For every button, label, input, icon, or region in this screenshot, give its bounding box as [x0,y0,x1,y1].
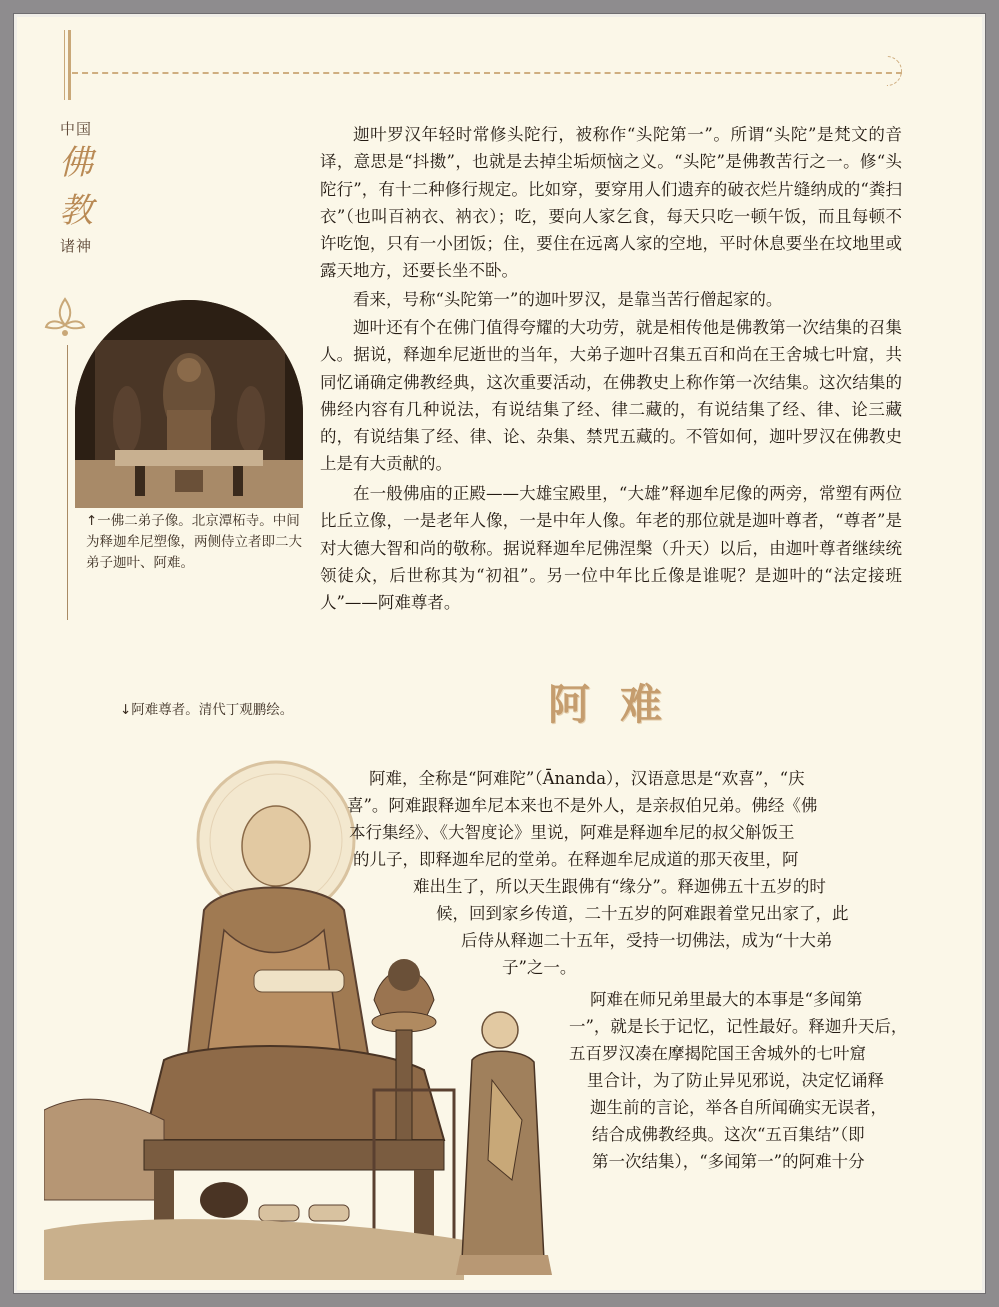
ananda-line-8: 子”之一。 [502,958,577,977]
ananda-line-11: 五百罗汉凑在摩揭陀国王舍城外的七叶窟 [569,1044,866,1063]
photo-caption: ↑一佛二弟子像。北京潭柘寺。中间为释迦牟尼塑像，两侧侍立者即二大弟子迦叶、阿难。 [86,513,302,571]
ananda-line-2: 喜”。阿难跟释迦牟尼本来也不是外人，是亲叔伯兄弟。佛经《佛 [347,796,818,815]
ananda-line-3: 本行集经》、《大智度论》里说，阿难是释迦牟尼的叔父斛饭王 [349,823,795,842]
series-line-2: 佛 [59,143,93,183]
ananda-line-5: 难出生了，所以天生跟佛有“缘分”。释迦佛五十五岁的时 [413,877,826,896]
ananda-line-6: 候，回到家乡传道，二十五岁的阿难跟着堂兄出家了，此 [436,904,849,923]
kasyapa-paragraph-4: 在一般佛庙的正殿——大雄宝殿里，“大雄”释迦牟尼像的两旁，常塑有两位比丘立像，一是老年人像，一是中年人像。年老的那位就是迦叶尊者，“尊者”是对大德大智和尚的敬称。据说释迦牟尼佛涅槃（升天）以后，由迦叶尊者继续统领徒众，后世称其为“初祖”。另一位中年比丘像是谁呢？是迦叶的“法定接班人”——阿难尊者。 [320,484,902,613]
left-margin-rule [67,345,68,620]
kasyapa-paragraph-3: 迦叶还有个在佛门值得夸耀的大功劳，就是相传他是佛教第一次结集的召集人。据说，释迦牟尼逝世的当年，大弟子迦叶召集五百和尚在王舍城七叶窟，共同忆诵确定佛教经典，这次重要活动，在佛教史上称作第一次结集。这次结集的佛经内容有几种说法，有说结集了经、律二藏的，有说结集了经、律、论三藏的，有说结集了经、律、论、杂集、禁咒五藏的。不管如何，迦叶罗汉在佛教史上是有大贡献的。 [320,318,902,474]
ananda-line-15: 第一次结集），“多闻第一”的阿难十分 [592,1152,865,1171]
ananda-line-10: 一”，就是长于记忆，记性最好。释迦升天后， [569,1017,908,1036]
kasyapa-paragraph-2: 看来，号称“头陀第一”的迦叶罗汉，是靠当苦行僧起家的。 [353,290,783,309]
header-dashed-rule [72,72,902,74]
painting-caption: ↓阿难尊者。清代丁观鹏绘。 [120,702,294,718]
header-vertical-rule [68,30,71,100]
attendant-monk-figure [452,1000,567,1280]
ananda-line-14: 结合成佛教经典。这次“五百集结”（即 [592,1125,865,1144]
ananda-line-13: 迦生前的言论，举各自所闻确实无误者， [590,1098,887,1117]
ananda-line-4: 的儿子，即释迦牟尼的堂弟。在释迦牟尼成道的那天夜里，阿 [353,850,799,869]
ananda-line-12: 里合计，为了防止异见邪说，决定忆诵释 [587,1071,884,1090]
series-line-3: 教 [59,191,93,231]
ananda-line-7: 后侍从释迦二十五年，受持一切佛法，成为“十大弟 [461,931,833,950]
section-heading: 阿难 [548,680,693,729]
ananda-line-1: 阿难，全称是“阿难陀”（Ānanda），汉语意思是“欢喜”，“庆 [369,769,805,788]
kasyapa-paragraph-1: 迦叶罗汉年轻时常修头陀行，被称作“头陀第一”。所谓“头陀”是梵文的音译，意思是“抖擞”，也就是去掉尘垢烦恼之义。“头陀”是佛教苦行之一。修“头陀行”，有十二种修行规定。比如穿，要穿用人们遗弃的破衣烂片缝纳成的“粪扫衣”（也叫百衲衣、衲衣）；吃，要向人家乞食，每天只吃一顿午饭，而且每顿不许吃饱，只有一小团饭；住，要住在远离人家的空地，平时休息要坐在坟地里或露天地方，还要长坐不卧。 [320,125,902,281]
header-vertical-rule-thin [64,30,65,100]
series-line-4: 诸神 [59,237,92,255]
lotus-ornament-icon [40,295,90,345]
series-line-1: 中国 [59,120,92,138]
series-title [46,118,106,256]
ananda-line-9: 阿难在师兄弟里最大的本事是“多闻第 [590,990,863,1009]
